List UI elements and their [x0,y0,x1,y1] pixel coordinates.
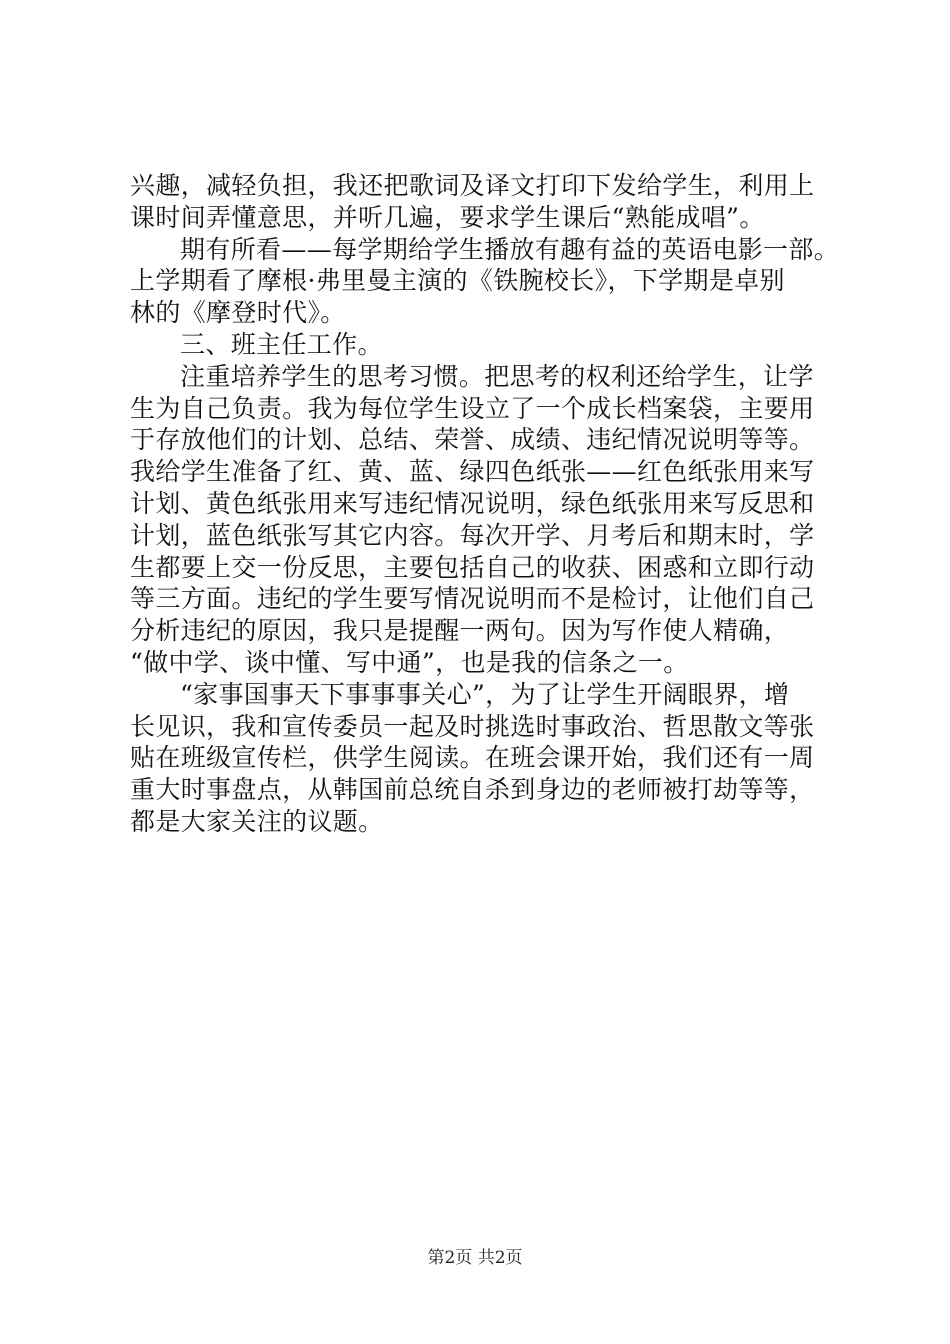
text-line: 林的《摩登时代》。 [130,298,346,328]
text-line: 等三方面。违纪的学生要写情况说明而不是检讨，让他们自己 [130,584,815,614]
text-line: 兴趣，减轻负担，我还把歌词及译文打印下发给学生，利用上 [130,171,815,200]
paragraph-start-line: “家事国事天下事事事关心”，为了让学生开阔眼界，增 [180,679,790,709]
section-heading: 三、班主任工作。 [180,329,383,359]
text-line: 重大时事盘点，从韩国前总统自杀到身边的老师被打劫等等， [130,775,815,805]
text-line: 分析违纪的原因，我只是提醒一两句。因为写作使人精确， [130,616,790,646]
text-line: 生都要上交一份反思，主要包括自己的收获、困惑和立即行动 [130,552,815,582]
document-body [130,170,840,838]
text-line: 计划，蓝色纸张写其它内容。每次开学、月考后和期末时，学 [130,520,815,550]
text-line: 计划、黄色纸张用来写违纪情况说明，绿色纸张用来写反思和 [130,488,815,518]
text-line: 我给学生准备了红、黄、蓝、绿四色纸张——红色纸张用来写 [130,457,815,487]
paragraph-start-line: 期有所看——每学期给学生播放有趣有益的英语电影一部。 [180,234,840,264]
text-line: 生为自己负责。我为每位学生设立了一个成长档案袋，主要用 [130,393,815,423]
text-line: 课时间弄懂意思，并听几遍，要求学生课后“熟能成唱”。 [130,202,765,232]
paragraph-start-line: 注重培养学生的思考习惯。把思考的权利还给学生，让学 [180,361,814,391]
text-line: 上学期看了摩根·弗里曼主演的《铁腕校长》，下学期是卓别 [130,266,785,296]
text-line: 于存放他们的计划、总结、荣誉、成绩、违纪情况说明等等。 [130,425,815,455]
text-line: 贴在班级宣传栏，供学生阅读。在班会课开始，我们还有一周 [130,743,815,773]
page-number-footer: 第2页 共2页 [427,1248,523,1268]
text-line: 都是大家关注的议题。 [130,806,384,836]
text-line: 长见识，我和宣传委员一起及时挑选时事政治、哲思散文等张 [130,711,815,741]
text-line: “做中学、谈中懂、写中通”，也是我的信条之一。 [130,647,689,677]
